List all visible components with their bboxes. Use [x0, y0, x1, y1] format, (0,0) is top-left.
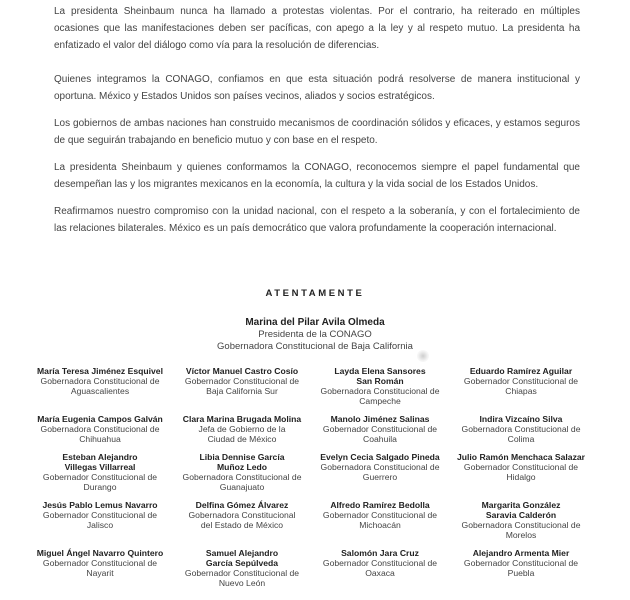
signatory-name: Layda Elena Sansores San Román	[334, 366, 426, 386]
main-signatory	[0, 317, 630, 352]
signatory-role: Gobernador Constitucional de Jalisco	[42, 510, 158, 530]
signatory	[25, 500, 175, 530]
paragraph-3: Los gobiernos de ambas naciones han construido mecanismos de coordinación sólidos y eficaces, y estamos seguros de que seguirán trabajando en beneficio mutuo y con base en el respeto.	[54, 118, 580, 146]
signatory	[446, 452, 596, 482]
signatory	[446, 366, 596, 396]
signatory	[25, 548, 175, 578]
signatory-role: Gobernadora Constitucional de Guerrero	[320, 462, 440, 482]
signatory-name: Clara Marina Brugada Molina	[182, 414, 302, 424]
signatory-name: María Eugenia Campos Galván	[37, 414, 163, 424]
signatory-name: Margarita González Saravia Calderón	[481, 500, 561, 520]
signatory	[446, 548, 596, 578]
signatory-name: Jesús Pablo Lemus Navarro	[42, 500, 158, 510]
signatory	[25, 452, 175, 492]
paragraph-5: Reafirmamos nuestro compromiso con la unidad nacional, con el respeto a la soberanía, y con el fortalecimiento de las relaciones bilaterales. México es un país democrático que valora profundamente la cooperación internacional.	[54, 206, 580, 234]
signatory-name: Delfina Gómez Álvarez	[195, 500, 289, 510]
signatory-role: Gobernador Constitucional de Oaxaca	[322, 558, 438, 578]
signatory	[25, 366, 175, 396]
signatory-name: Alejandro Armenta Mier	[472, 548, 570, 558]
paragraph-2: Quienes integramos la CONAGO, confiamos en que esta situación podrá resolverse de manera institucional y oportuna. México y Estados Unidos son países vecinos, aliados y socios estratégicos.	[54, 74, 580, 102]
signatory-role: Gobernador Constitucional de Hidalgo	[463, 462, 579, 482]
signatory-name: Libia Dennise García Muñoz Ledo	[199, 452, 285, 472]
signatory	[167, 452, 317, 492]
signatory	[167, 366, 317, 396]
closing-heading: ATENTAMENTE	[265, 288, 365, 299]
signatory	[305, 366, 455, 406]
signatory-role: Gobernadora Constitucional de Guanajuato	[182, 472, 302, 492]
signatory-role: Gobernadora Constitucional del Estado de México	[188, 510, 296, 530]
signatory-name: Manolo Jiménez Salinas	[330, 414, 430, 424]
signatory-name: Víctor Manuel Castro Cosío	[185, 366, 299, 376]
signatory-role: Gobernadora Constitucional de Aguascalientes	[40, 376, 160, 396]
signatory-name: María Teresa Jiménez Esquivel	[37, 366, 163, 376]
signatory-name: Samuel Alejandro García Sepúlveda	[205, 548, 279, 568]
signatory-name: Evelyn Cecia Salgado Pineda	[320, 452, 440, 462]
signatory-name: Eduardo Ramírez Aguilar	[469, 366, 573, 376]
signatory	[305, 548, 455, 578]
signatory-role: Gobernadora Constitucional de Colima	[461, 424, 581, 444]
signatory-role: Gobernador Constitucional de Durango	[42, 472, 158, 492]
signatory-role: Gobernador Constitucional de Baja California Sur	[184, 376, 300, 396]
signatory-name: Salomón Jara Cruz	[341, 548, 419, 558]
signatory	[305, 414, 455, 444]
signatory-name: Esteban Alejandro Villegas Villarreal	[62, 452, 138, 472]
signatory	[25, 414, 175, 444]
signatory	[305, 500, 455, 530]
signatory-role: Gobernador Constitucional de Chiapas	[463, 376, 579, 396]
signatory-name: Indira Vizcaíno Silva	[479, 414, 563, 424]
signatory-role: Jefa de Gobierno de la Ciudad de México	[198, 424, 286, 444]
signatory-role: Gobernadora Constitucional de Campeche	[320, 386, 440, 406]
signatory-role: Gobernador Constitucional de Nuevo León	[184, 568, 300, 588]
signatory-name: Miguel Ángel Navarro Quintero	[36, 548, 164, 558]
signatory	[446, 414, 596, 444]
signatory	[446, 500, 596, 540]
signatory	[167, 500, 317, 530]
signatory	[305, 452, 455, 482]
signatory-role: Gobernador Constitucional de Coahuila	[322, 424, 438, 444]
signatory-name: Julio Ramón Menchaca Salazar	[457, 452, 585, 462]
signatory-name: Alfredo Ramírez Bedolla	[330, 500, 430, 510]
signatory-role: Gobernadora Constitucional de Chihuahua	[40, 424, 160, 444]
main-signatory-role: Presidenta de la CONAGO	[258, 329, 372, 340]
signatory-role: Gobernador Constitucional de Michoacán	[322, 510, 438, 530]
signatory	[167, 548, 317, 588]
paragraph-1: La presidenta Sheinbaum nunca ha llamado a protestas violentas. Por el contrario, ha reiterado en múltiples ocasiones que las manifestaciones deben ser pacíficas, con apego a la ley y al respeto mutuo. La presidenta ha enfatizado el valor del diálogo como vía para la resolución de diferencias.	[54, 6, 580, 51]
loading-indicator	[417, 350, 429, 362]
signatory-role: Gobernador Constitucional de Nayarit	[42, 558, 158, 578]
signatory-role: Gobernadora Constitucional de Morelos	[461, 520, 581, 540]
paragraph-4: La presidenta Sheinbaum y quienes conformamos la CONAGO, reconocemos siempre el papel fundamental que desempeñan las y los migrantes mexicanos en la economía, la cultura y la vida social de los Estados Unidos.	[54, 162, 580, 190]
signatory-role: Gobernador Constitucional de Puebla	[463, 558, 579, 578]
main-signatory-role: Gobernadora Constitucional de Baja California	[217, 340, 413, 352]
signatory	[167, 414, 317, 444]
main-signatory-name: Marina del Pilar Avila Olmeda	[245, 317, 385, 328]
